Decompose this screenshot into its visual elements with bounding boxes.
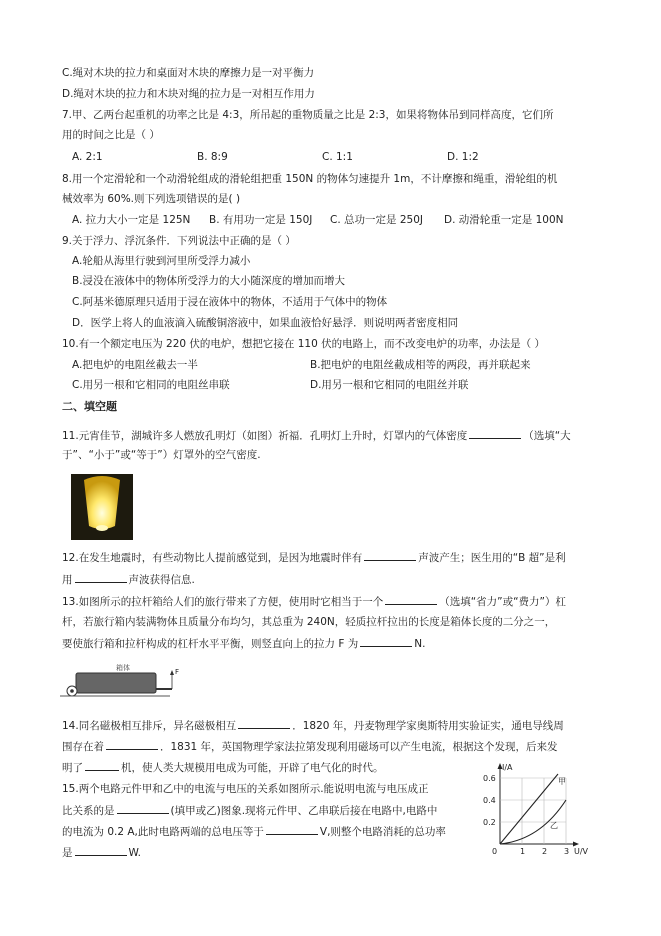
q11-stem-cont: 于”、“小于”或“等于”）灯罩外的空气密度. xyxy=(62,449,261,461)
x-tick: 3 xyxy=(564,847,570,856)
q14-stem-cont2: 明了 机，使人类大规模用电成为可能，开辟了电气化的时代。 xyxy=(62,762,384,774)
q15-stem-cont2: 的电流为 0.2 A,此时电路两端的总电压等于 V,则整个电路消耗的总功率 xyxy=(62,826,446,838)
x-axis-label: U/V xyxy=(574,847,588,856)
q8-stem-cont: 械效率为 60%.则下列选项错误的是( ) xyxy=(62,193,241,205)
y-axis-label: I/A xyxy=(502,763,513,772)
q9-option-c: C.阿基米德原理只适用于浸在液体中的物体，不适用于气体中的物体 xyxy=(72,296,388,308)
q9-stem: 9.关于浮力、浮沉条件．下列说法中正确的是（ ） xyxy=(62,235,296,247)
q12-stem-cont: 用 声波获得信息. xyxy=(62,574,195,586)
origin-label: 0 xyxy=(492,847,498,856)
answer-blank[interactable] xyxy=(238,718,290,729)
q7-stem-cont: 用的时间之比是（ ） xyxy=(62,129,160,141)
q14-stem-cont: 围存在着 ．1831 年，英国物理学家法拉第发现利用磁场可以产生电流，根据这个发现，后来发 xyxy=(62,741,558,753)
q10-stem: 10.有一个额定电压为 220 伏的电炉，想把它接在 110 伏的电路上，而不改变电炉的功率，办法是（ ） xyxy=(62,338,545,350)
x-tick: 2 xyxy=(542,847,548,856)
answer-blank[interactable] xyxy=(75,572,127,583)
q7-stem: 7.甲、乙两台起重机的功率之比是 4:3，所吊起的重物质量之比是 2:3，如果将物体吊到同样高度，它们所 xyxy=(62,109,554,121)
answer-blank[interactable] xyxy=(106,739,158,750)
q12-stem: 12.在发生地震时，有些动物比人提前感觉到，是因为地震时伴有 声波产生；医生用的“B 超”是利 xyxy=(62,552,566,564)
q10-option-c: C.用另一根和它相同的电阻丝串联 xyxy=(72,379,230,391)
q8-option-c: C. 总功一定是 250J xyxy=(330,214,423,226)
q13-stem: 13.如图所示的拉杆箱给人们的旅行带来了方便，使用时它相当于一个 （选填“省力”或“费力”）杠 xyxy=(62,596,566,608)
q9-option-d: D．医学上将人的血液滴入硫酸铜溶液中，如果血液恰好悬浮．则说明两者密度相同 xyxy=(72,317,459,329)
q7-option-b: B. 8:9 xyxy=(197,151,228,163)
answer-blank[interactable] xyxy=(360,636,412,647)
q8-stem: 8.用一个定滑轮和一个动滑轮组成的滑轮组把重 150N 的物体匀速提升 1m，不计摩擦和绳重，滑轮组的机 xyxy=(62,173,558,185)
iu-graph xyxy=(478,760,588,856)
q11-stem: 11.元宵佳节，湖城许多人燃放孔明灯（如图）祈福．孔明灯上升时，灯罩内的气体密度 （选填“大 xyxy=(62,430,571,442)
sky-lantern-image xyxy=(71,474,133,540)
y-tick: 0.6 xyxy=(483,774,496,783)
q14-stem: 14.同名磁极相互排斥，异名磁极相互 ．1820 年，丹麦物理学家奥斯特用实验证实，通电导线周 xyxy=(62,720,564,732)
answer-blank[interactable] xyxy=(364,550,416,561)
q7-option-c: C. 1:1 xyxy=(322,151,353,163)
suitcase-label: 箱体 xyxy=(116,664,130,672)
q8-option-b: B. 有用功一定是 150J xyxy=(209,214,313,226)
q7-option-d: D. 1:2 xyxy=(447,151,479,163)
q7-option-a: A. 2:1 xyxy=(72,151,103,163)
answer-blank[interactable] xyxy=(75,845,127,856)
answer-blank[interactable] xyxy=(85,760,119,771)
series-yi-label: 乙 xyxy=(550,821,558,830)
answer-blank[interactable] xyxy=(117,803,169,814)
section-heading: 二、填空题 xyxy=(62,400,117,413)
answer-blank[interactable] xyxy=(385,594,437,605)
y-tick: 0.2 xyxy=(483,818,496,827)
x-tick: 1 xyxy=(520,847,526,856)
q6-option-d: D.绳对木块的拉力和木块对绳的拉力是一对相互作用力 xyxy=(62,88,315,100)
q15-stem-cont3: 是 W. xyxy=(62,847,142,859)
q10-option-b: B.把电炉的电阻丝截成相等的两段，再并联起来 xyxy=(310,359,531,371)
y-tick: 0.4 xyxy=(483,796,496,805)
q6-option-c: C.绳对木块的拉力和桌面对木块的摩擦力是一对平衡力 xyxy=(62,67,315,79)
q10-option-d: D.用另一根和它相同的电阻丝并联 xyxy=(310,379,469,391)
q9-option-a: A.轮船从海里行驶到河里所受浮力减小 xyxy=(72,255,251,267)
series-jia-line xyxy=(500,774,558,844)
answer-blank[interactable] xyxy=(469,428,521,439)
q9-option-b: B.浸没在液体中的物体所受浮力的大小随深度的增加而增大 xyxy=(72,275,346,287)
answer-blank[interactable] xyxy=(266,824,318,835)
q8-option-d: D. 动滑轮重一定是 100N xyxy=(444,214,564,226)
q15-stem: 15.两个电路元件甲和乙中的电流与电压的关系如图所示.能说明电流与电压成正 xyxy=(62,783,429,795)
q8-option-a: A. 拉力大小一定是 125N xyxy=(72,214,191,226)
force-label: F xyxy=(175,668,180,676)
q13-stem-cont2: 要使旅行箱和拉杆构成的杠杆水平平衡，则竖直向上的拉力 F 为 N. xyxy=(62,638,426,650)
q15-stem-cont: 比关系的是 (填甲或乙)图象.现将元件甲、乙串联后接在电路中,电路中 xyxy=(62,805,438,817)
q13-stem-cont: 杆，若旅行箱内装满物体且质量分布均匀，其总重为 240N，轻质拉杆拉出的长度是箱体长度的二分之一， xyxy=(62,616,556,628)
suitcase-figure xyxy=(60,661,188,698)
series-jia-label: 甲 xyxy=(558,777,566,786)
q10-option-a: A.把电炉的电阻丝截去一半 xyxy=(72,359,198,371)
